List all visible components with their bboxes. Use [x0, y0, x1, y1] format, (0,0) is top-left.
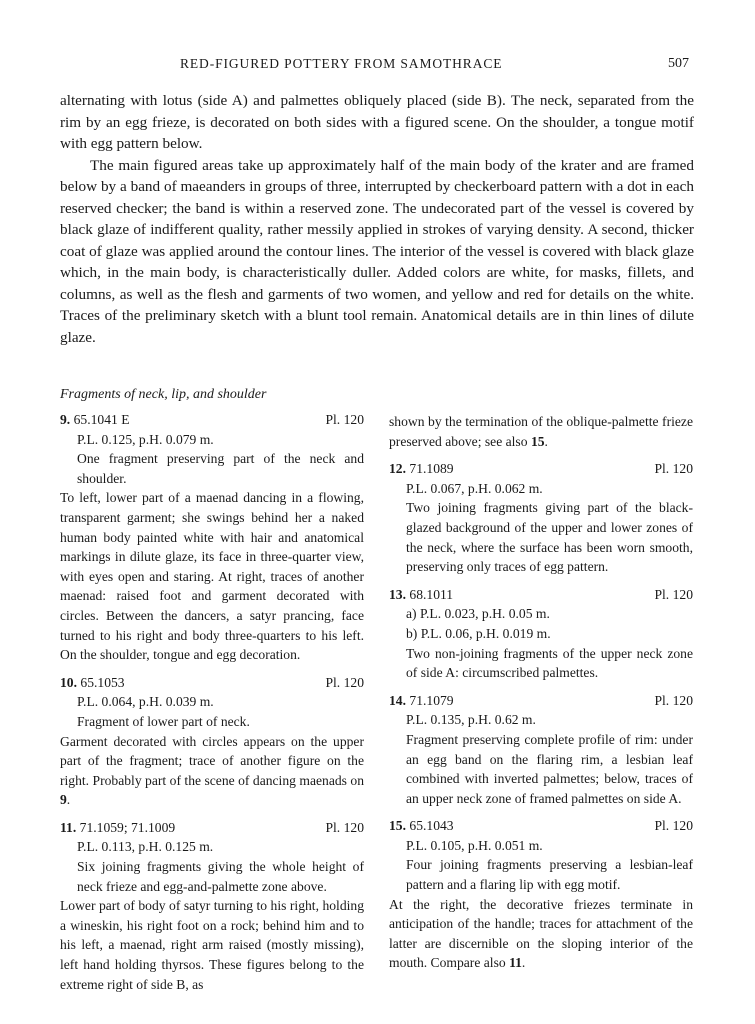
description-text: Garment decorated with circles appears on the upper part of the fragment; trace of another figure on the right. Probably part of the scene of dancing maenads on [60, 733, 364, 788]
plate-reference: Pl. 120 [654, 461, 693, 477]
entry-heading [60, 410, 364, 430]
dimensions: P.L. 0.113, p.H. 0.125 m. [77, 839, 214, 855]
punctuation: . [544, 433, 548, 449]
entry-number: 9. [60, 412, 71, 427]
entry-heading [60, 673, 364, 693]
left-column [60, 410, 364, 1002]
entry-number: 15. [389, 818, 406, 834]
entry-description [389, 895, 693, 973]
fragment-summary: Fragment of lower part of neck. [77, 713, 250, 729]
entry-description [60, 732, 364, 810]
inventory-number: 68.1011 [409, 586, 454, 602]
cross-reference: 15 [530, 433, 545, 449]
inventory-number: 65.1043 [409, 818, 454, 834]
fragment-summary: Four joining fragments preserving a lesbian-leaf pattern and a flaring lip with egg motif. [406, 857, 693, 893]
entry-number: 13. [389, 586, 406, 602]
dimensions: P.L. 0.105, p.H. 0.051 m. [406, 837, 543, 853]
entry-number: 11. [60, 819, 77, 835]
entry-description: To left, lower part of a maenad dancing in a flowing, transparent garment; she swings behind her a naked human body painted white with hair and anatomical markings in dilute glaze, its face in three-quarter view, with eyes open and staring. At right, traces of another maenad: raised foot and garment decorated with circles. Between the dancers, a satyr prancing, face turned to his right and body three-quarters to his left. On the shoulder, tongue and egg decoration. [60, 490, 364, 663]
plate-reference: Pl. 120 [325, 412, 364, 427]
fragment-summary: Fragment preserving complete profile of rim: under an egg band on the flaring rim, a lesbian leaf combined with inverted palmettes; below, traces of an upper neck zone of framed palmettes on side A. [406, 731, 693, 806]
catalog-entry-13 [389, 585, 693, 683]
plate-reference: Pl. 120 [325, 819, 364, 835]
entry-heading [389, 459, 693, 479]
entry-heading [389, 585, 693, 605]
entry-description: Lower part of body of satyr turning to his right, holding a wineskin, his right foot on a rock; behind him and to his left, a maenad, right arm raised (mostly missing), left hand holding thyrsos. These figures belong to the extreme right of side B, as [60, 898, 364, 992]
inventory-number: 65.1041 E [73, 412, 130, 427]
description-text: At the right, the decorative friezes terminate in anticipation of the handle; traces for attachment of the latter are discernible on the sloping interior of the mouth. Compare also [389, 896, 693, 971]
plate-reference: Pl. 120 [654, 818, 693, 834]
dimensions-a: a) P.L. 0.023, p.H. 0.05 m. [406, 606, 550, 622]
dimensions: P.L. 0.125, p.H. 0.079 m. [77, 431, 214, 447]
fragment-summary: Six joining fragments giving the whole height of neck frieze and egg-and-palmette zone above. [77, 859, 364, 894]
inventory-number: 71.1059; 71.1009 [79, 819, 176, 835]
entry-number: 12. [389, 461, 406, 477]
body-text [60, 90, 694, 348]
entry-number: 14. [389, 692, 406, 708]
running-title: RED-FIGURED POTTERY FROM SAMOTHRACE [180, 56, 503, 71]
dimensions: P.L. 0.064, p.H. 0.039 m. [77, 694, 214, 710]
plate-reference: Pl. 120 [654, 692, 693, 708]
cross-reference: 9 [60, 792, 67, 808]
inventory-number: 71.1089 [409, 461, 454, 477]
entry-number: 10. [60, 674, 77, 690]
dimensions-b: b) P.L. 0.06, p.H. 0.019 m. [406, 625, 551, 641]
catalog-entry-15 [389, 816, 693, 973]
entry-11-continuation [389, 412, 693, 451]
fragment-summary: Two joining fragments giving part of the black-glazed background of the upper and lower zones of the neck, where the surface has been worn smooth, preserving only traces of egg pattern. [406, 500, 693, 575]
catalog-entry-10 [60, 673, 364, 810]
entry-heading [389, 691, 693, 711]
plate-reference: Pl. 120 [654, 586, 693, 602]
section-title: Fragments of neck, lip, and shoulder [60, 387, 267, 402]
punctuation: . [521, 955, 526, 971]
page-header [0, 56, 755, 76]
inventory-number: 71.1079 [409, 692, 454, 708]
catalog-entry-14 [389, 691, 693, 809]
entry-heading [389, 816, 693, 836]
plate-reference: Pl. 120 [325, 674, 364, 690]
fragment-summary: Two non-joining fragments of the upper neck zone of side A: circumscribed palmettes. [406, 645, 693, 681]
catalog-entry-11 [60, 818, 364, 994]
fragment-summary: One fragment preserving part of the neck and shoulder. [77, 451, 364, 486]
dimensions: P.L. 0.067, p.H. 0.062 m. [406, 480, 543, 496]
catalog-entry-12 [389, 459, 693, 577]
page-number: 507 [668, 56, 689, 71]
cross-reference: 11 [509, 955, 522, 971]
catalog-entry-9 [60, 410, 364, 665]
entry-heading [60, 818, 364, 838]
dimensions: P.L. 0.135, p.H. 0.62 m. [406, 712, 536, 728]
description-text: shown by the termination of the oblique-palmette frieze preserved above; see also [389, 414, 693, 449]
paragraph: alternating with lotus (side A) and palmettes obliquely placed (side B). The neck, separated from the rim by an egg frieze, is decorated on both sides with a figured scene. On the shoulder, a tongue motif with egg pattern below. [60, 92, 694, 152]
right-column [389, 412, 693, 981]
inventory-number: 65.1053 [80, 674, 125, 690]
paragraph: The main figured areas take up approximately half of the main body of the krater and are framed below by a band of maeanders in groups of three, interrupted by checkerboard pattern with a dot in each reserved checker; the band is within a reserved zone. The undecorated part of the vessel is covered by black glaze of indifferent quality, rather messily applied in strokes of varying density. A second, thicker coat of glaze was applied around the contour lines. The interior of the vessel is covered with black glaze which, in the main body, is characteristically duller. Added colors are white, for masks, fillets, and columns, as well as the flesh and garments of two women, and yellow and red for details on the white. Traces of the preliminary sketch with a blunt tool remain. Anatomical details are in thin lines of dilute glaze. [60, 156, 694, 346]
punctuation: . [66, 792, 71, 808]
